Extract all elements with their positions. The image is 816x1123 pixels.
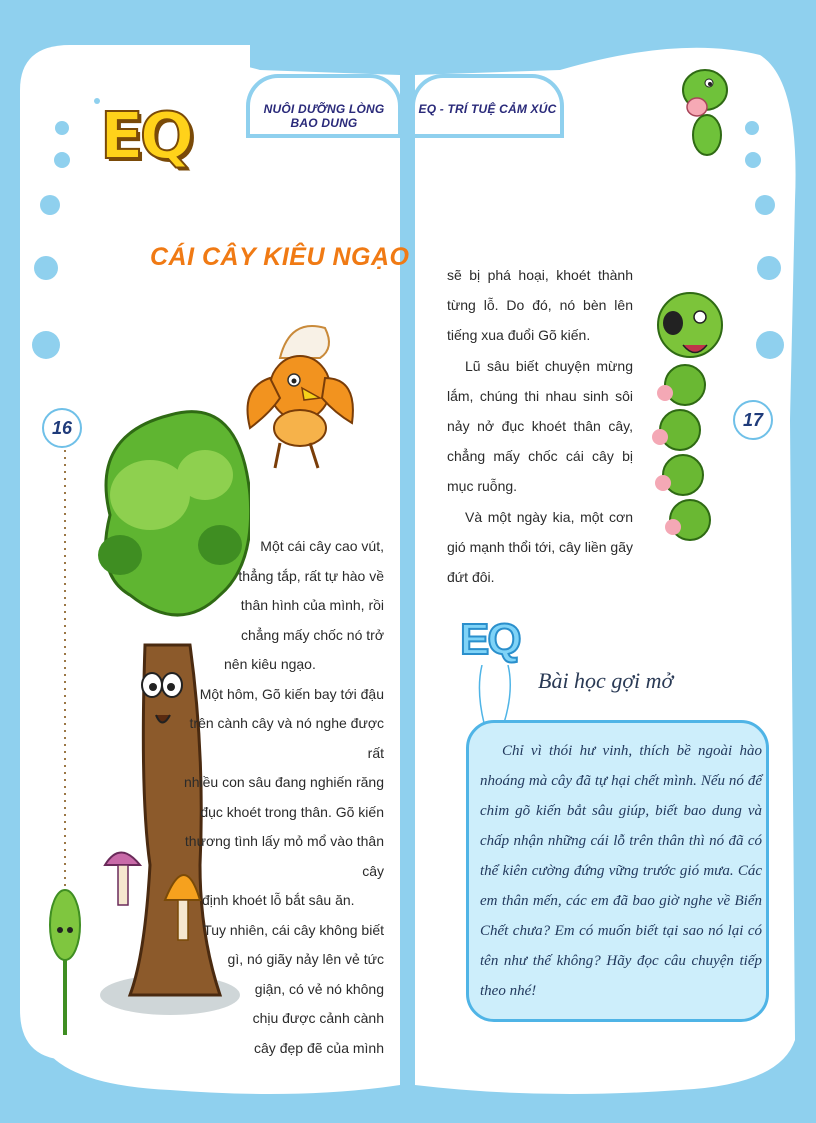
sprout-illustration bbox=[40, 885, 90, 1035]
story-line: trên cành cây và nó nghe được rất bbox=[189, 715, 384, 761]
eq-balloon-badge: EQ bbox=[460, 615, 520, 664]
balloon-strings bbox=[470, 665, 520, 725]
story-line: giận, có vẻ nó không bbox=[254, 980, 384, 997]
caterpillar-illustration bbox=[645, 265, 725, 565]
story-line: định khoét lỗ bắt sâu ăn. bbox=[202, 892, 355, 908]
story-line: Một cái cây cao vút, bbox=[260, 538, 384, 554]
page-number-left: 16 bbox=[42, 408, 82, 448]
story-line: nên kiêu ngạo. bbox=[224, 656, 316, 672]
story-line: Tuy nhiên, cái cây không biết bbox=[203, 921, 384, 938]
story-line: thẳng tắp, rất tự hào về bbox=[238, 567, 384, 584]
eq-logo: EQ bbox=[100, 100, 191, 174]
story-title: CÁI CÂY KIÊU NGẠO bbox=[150, 243, 410, 271]
tab-left-label: NUÔI DƯỠNG LÒNG BAO DUNG bbox=[263, 102, 385, 130]
story-line: Một hôm, Gõ kiến bay tới đậu bbox=[199, 685, 384, 702]
tab-right bbox=[415, 78, 560, 134]
story-paragraph: sẽ bị phá hoại, khoét thành từng lỗ. Do đó, nó bèn lên tiếng xua đuổi Gõ kiến. bbox=[447, 267, 633, 344]
story-line: gì, nó giãy nảy lên vẻ tức bbox=[227, 951, 384, 967]
story-paragraph: Lũ sâu biết chuyện mừng lắm, chúng thi nhau sinh sôi nảy nở đục khoét thân cây, chẳng mấy chốc cái cây bị mục ruỗng. bbox=[447, 357, 633, 495]
story-line: thân hình của mình, rồi bbox=[240, 597, 384, 613]
story-line: nhiều con sâu đang nghiến răng bbox=[183, 774, 384, 790]
page-number-right: 17 bbox=[733, 400, 773, 440]
dino-illustration bbox=[675, 65, 730, 160]
lesson-paragraph: Chỉ vì thói hư vinh, thích bề ngoài hào nhoáng mà cây đã tự hại chết mình. Nếu nó để chim gõ kiến bắt sâu giúp, biết bao dung và chấp nhận những cái lỗ trên thân thì nó đã có thể kiên cường đứng vững trước gió mưa. Các em thân mến, các em đã bao giờ nghe về Biển Chết chưa? Em có muốn biết tại sao nó lại có tên như thế không? Hãy đọc câu chuyện tiếp theo nhé! bbox=[480, 743, 762, 999]
tab-left bbox=[250, 78, 398, 134]
story-line: chẳng mấy chốc nó trở bbox=[240, 626, 384, 643]
story-paragraph: Và một ngày kia, một cơn gió mạnh thổi tới, cây liền gãy đứt đôi. bbox=[447, 508, 633, 586]
story-right-text bbox=[447, 260, 633, 592]
story-line: cây đẹp đẽ của mình bbox=[254, 1039, 384, 1056]
story-line: chịu được cảnh cành bbox=[252, 1010, 384, 1026]
story-left-text bbox=[172, 532, 384, 1063]
story-line: thương tình lấy mỏ mổ vào thân cây bbox=[184, 833, 384, 879]
woodpecker-illustration bbox=[240, 318, 360, 483]
tab-right-label: EQ - TRÍ TUỆ CẢM XÚC bbox=[418, 102, 557, 116]
lesson-heading: Bài học gợi mở bbox=[538, 668, 674, 693]
lesson-text bbox=[480, 736, 762, 1006]
story-line: đục khoét trong thân. Gõ kiến bbox=[200, 803, 384, 820]
